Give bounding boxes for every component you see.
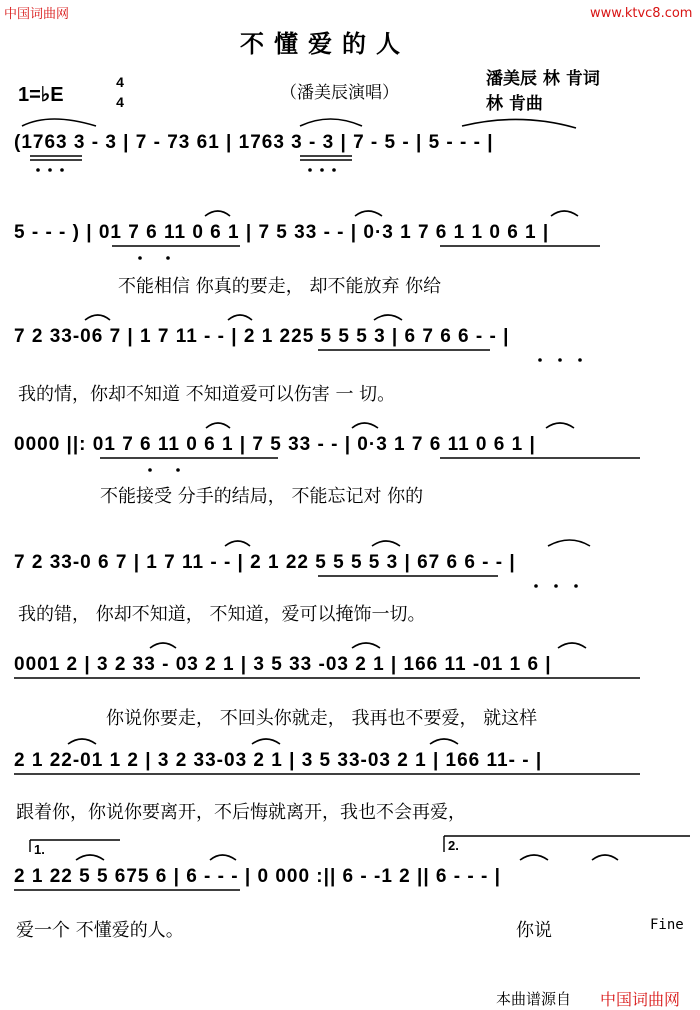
notation-row-7: 2 1 22-01 1 2 | 3 2 33-03 2 1 | 3 5 33-03 2 1 | 166 11- - |	[14, 750, 543, 771]
slur-row4-c	[546, 423, 574, 428]
slur-row1-a	[22, 119, 96, 126]
notation-row-3: 7 2 33-06 7 | 1 7 11 - - | 2 1 225 5 5 5 3 | 6 7 6 6 - - |	[14, 326, 510, 347]
slur-row6-c	[558, 643, 586, 648]
volta-1-mark: 1.	[34, 842, 45, 857]
slur-row5-c	[548, 540, 590, 546]
slur-row2-a	[205, 211, 230, 216]
key-signature: 1=♭E	[18, 84, 64, 106]
slur-row1-c	[462, 119, 576, 128]
notation-row-5: 7 2 33-0 6 7 | 1 7 11 - - | 2 1 22 5 5 5 5 3 | 67 6 6 - - |	[14, 552, 516, 573]
slur-row2-c	[551, 211, 578, 216]
octave-dots	[36, 168, 582, 588]
slur-row8-c	[520, 855, 548, 860]
slur-row5-a	[225, 541, 250, 546]
lyrics-row-3: 我的情，你却不知道 不知道爱可以伤害 一 切。	[18, 384, 396, 405]
slur-row5-b	[372, 541, 400, 546]
underline-marks	[14, 156, 640, 890]
lyricist-credit: 潘美辰 林 肯词	[486, 69, 600, 89]
slur-row8-b	[210, 855, 236, 860]
slur-row1-b	[300, 119, 362, 126]
composer-credit: 林 肯曲	[486, 94, 543, 114]
slur-marks	[22, 119, 618, 860]
volta-2-mark: 2.	[448, 838, 459, 853]
lyrics-row-4: 不能接受 分手的结局， 不能忘记对 你的	[100, 486, 424, 507]
lyrics-row-7: 跟着你，你说你要离开，不后悔就离开，我也不会再爱，	[16, 802, 466, 823]
slur-row6-a	[150, 643, 176, 648]
slur-row7-c	[430, 739, 458, 744]
slur-row8-d	[592, 855, 618, 860]
lyrics-row-8-nishuo: 你说	[516, 920, 552, 941]
watermark-url: www.ktvc8.com	[590, 6, 693, 21]
notation-row-6: 0001 2 | 3 2 33 - 03 2 1 | 3 5 33 -03 2 1 | 166 11 -01 1 6 |	[14, 654, 552, 675]
time-signature-top: 4	[116, 74, 124, 90]
footer-source-label: 本曲谱源自	[496, 990, 572, 1008]
fine-mark: Fine	[650, 917, 684, 933]
lyrics-row-6: 你说你要走， 不回头你就走， 我再也不要爱， 就这样	[106, 708, 538, 729]
watermark-site-name: 中国词曲网	[4, 7, 70, 22]
slur-row8-a	[76, 855, 104, 860]
slur-row3-c	[374, 315, 402, 320]
lyrics-row-8: 爱一个 不懂爱的人。	[16, 920, 184, 941]
slur-row4-b	[352, 423, 378, 428]
slur-row7-b	[252, 739, 280, 744]
slur-row3-a	[85, 315, 110, 320]
notation-row-8: 2 1 22 5 5 675 6 | 6 - - - | 0 000 :|| 6 - -1 2 || 6 - - - |	[14, 866, 501, 887]
performer-note: （潘美辰演唱）	[280, 83, 399, 103]
notation-row-1: (1763 3 - 3 | 7 - 73 61 | 1763 3 - 3 | 7 - 5 - | 5 - - - |	[14, 132, 494, 153]
time-signature-bottom: 4	[116, 94, 124, 110]
lyrics-row-2: 不能相信 你真的要走， 却不能放弃 你给	[118, 276, 442, 297]
slur-row3-b	[228, 315, 252, 320]
notation-row-4: 0000 ||: 01 7 6 11 0 6 1 | 7 5 33 - - | 0·3 1 7 6 11 0 6 1 |	[14, 434, 536, 455]
slur-row4-a	[206, 423, 230, 428]
footer-site-link[interactable]: 中国词曲网	[600, 990, 681, 1009]
song-title: 不懂爱的人	[240, 30, 410, 58]
volta-brackets	[30, 836, 690, 852]
slur-row6-b	[352, 643, 380, 648]
slur-row2-b	[355, 211, 382, 216]
slur-row7-a	[68, 739, 96, 744]
notation-row-2: 5 - - - ) | 01 7 6 11 0 6 1 | 7 5 33 - - | 0·3 1 7 6 1 1 0 6 1 |	[14, 222, 550, 243]
lyrics-row-5: 我的错， 你却不知道， 不知道，爱可以掩饰一切。	[18, 604, 426, 625]
